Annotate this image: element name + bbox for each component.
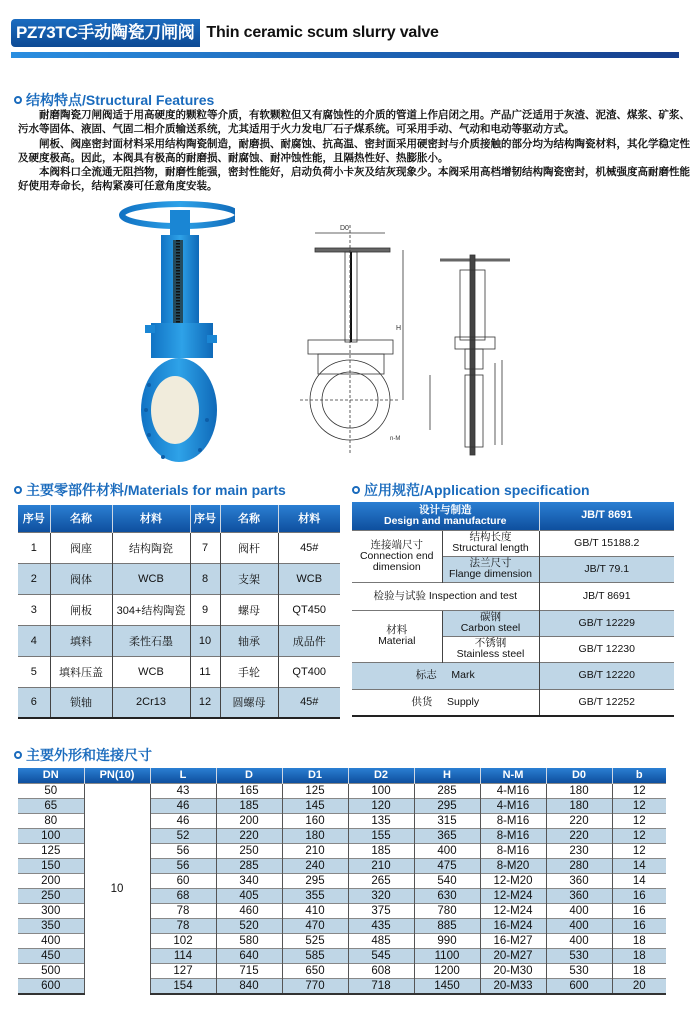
cell: 185 xyxy=(216,798,282,813)
cell: 12 xyxy=(190,687,220,718)
cell: 114 xyxy=(150,948,216,963)
cell: 102 xyxy=(150,933,216,948)
cell: 8-M16 xyxy=(480,828,546,843)
cell: 885 xyxy=(414,918,480,933)
material-cn: 材料 xyxy=(386,624,408,636)
col-header: H xyxy=(414,768,480,783)
cell: 840 xyxy=(216,978,282,994)
col-header: N-M xyxy=(480,768,546,783)
col-header: 名称 xyxy=(220,505,278,532)
cell: 470 xyxy=(282,918,348,933)
mark-value: GB/T 12220 xyxy=(539,662,674,689)
flange-en: Flange dimension xyxy=(449,568,532,580)
cell: 525 xyxy=(282,933,348,948)
cell: 585 xyxy=(282,948,348,963)
cell: 轴承 xyxy=(220,625,278,656)
structural-features-heading xyxy=(14,90,214,110)
cell: WCB xyxy=(278,563,340,594)
cell: 990 xyxy=(414,933,480,948)
label-h: H xyxy=(396,325,402,332)
cell: 285 xyxy=(414,783,480,798)
cell: 265 xyxy=(348,873,414,888)
design-value: JB/T 8691 xyxy=(539,502,674,530)
table-row xyxy=(18,625,340,656)
cell: 2 xyxy=(18,563,50,594)
cell: 280 xyxy=(546,858,612,873)
application-spec-heading xyxy=(352,480,590,500)
cell: 68 xyxy=(150,888,216,903)
cell: 400 xyxy=(414,843,480,858)
table-row xyxy=(352,662,674,689)
cell: 220 xyxy=(546,813,612,828)
cell: 成品件 xyxy=(278,625,340,656)
cell: 608 xyxy=(348,963,414,978)
bullet-circle-icon xyxy=(14,751,22,759)
cell: 78 xyxy=(150,903,216,918)
cell: 1100 xyxy=(414,948,480,963)
cell: 200 xyxy=(18,873,84,888)
cell: 304+结构陶瓷 xyxy=(112,594,190,625)
label-nm: n-M xyxy=(390,436,401,442)
header-divider xyxy=(11,52,679,58)
section-title-text: 结构特点/Structural Features xyxy=(26,92,215,108)
materials-heading xyxy=(14,480,286,500)
cell: 127 xyxy=(150,963,216,978)
design-cn: 设计与制造 xyxy=(419,503,472,516)
valve-photo xyxy=(115,195,235,470)
cell: 125 xyxy=(18,843,84,858)
cell: 400 xyxy=(546,933,612,948)
cell: 160 xyxy=(282,813,348,828)
cell: 580 xyxy=(216,933,282,948)
cell: 手轮 xyxy=(220,656,278,687)
cell: 45# xyxy=(278,687,340,718)
cell: 360 xyxy=(546,888,612,903)
cell: 135 xyxy=(348,813,414,828)
cell: 10 xyxy=(190,625,220,656)
cell: 450 xyxy=(18,948,84,963)
carbon-steel-label xyxy=(442,610,539,636)
cell: 210 xyxy=(348,858,414,873)
structural-length-value: GB/T 15188.2 xyxy=(539,530,674,556)
col-header: 材料 xyxy=(112,505,190,532)
cell: 5 xyxy=(18,656,50,687)
table-row xyxy=(18,532,340,563)
struct-cn: 结构长度 xyxy=(469,531,512,543)
cell: 支架 xyxy=(220,563,278,594)
cell: 230 xyxy=(546,843,612,858)
cell: 16 xyxy=(612,918,666,933)
col-header: 序号 xyxy=(190,505,220,532)
cell: 螺母 xyxy=(220,594,278,625)
section-title-text: 主要零部件材料/Materials for main parts xyxy=(26,482,286,498)
supply-label: 供货 Supply xyxy=(352,689,539,716)
cell: 圆螺母 xyxy=(220,687,278,718)
cell: 145 xyxy=(282,798,348,813)
cell: 100 xyxy=(348,783,414,798)
col-header: L xyxy=(150,768,216,783)
cell: 4 xyxy=(18,625,50,656)
col-header: PN(10) xyxy=(84,768,150,783)
cell: 16 xyxy=(612,888,666,903)
cell: 200 xyxy=(216,813,282,828)
carbon-cn: 碳钢 xyxy=(480,611,501,623)
cell: 16-M27 xyxy=(480,933,546,948)
cell: 45# xyxy=(278,532,340,563)
col-header: D xyxy=(216,768,282,783)
cell: 46 xyxy=(150,798,216,813)
col-header: D1 xyxy=(282,768,348,783)
cell: 365 xyxy=(414,828,480,843)
cell: 155 xyxy=(348,828,414,843)
cell: 柔性石墨 xyxy=(112,625,190,656)
cell: 400 xyxy=(546,903,612,918)
cell: 150 xyxy=(18,858,84,873)
application-spec-table xyxy=(352,502,674,717)
cell: 220 xyxy=(216,828,282,843)
pn-value-cell: 10 xyxy=(84,783,150,994)
cell: 12 xyxy=(612,843,666,858)
cell: 11 xyxy=(190,656,220,687)
bullet-circle-icon xyxy=(14,486,22,494)
cell: 52 xyxy=(150,828,216,843)
cell: 12-M20 xyxy=(480,873,546,888)
cell: 50 xyxy=(18,783,84,798)
connection-end-label xyxy=(352,530,442,582)
cell: 180 xyxy=(546,783,612,798)
cell: 阀体 xyxy=(50,563,112,594)
cell: 46 xyxy=(150,813,216,828)
cell: 185 xyxy=(348,843,414,858)
col-header: 名称 xyxy=(50,505,112,532)
material-label xyxy=(352,610,442,662)
cell: 315 xyxy=(414,813,480,828)
cell: 阀杆 xyxy=(220,532,278,563)
cell: 1200 xyxy=(414,963,480,978)
cell: 460 xyxy=(216,903,282,918)
conn-cn: 连接端尺寸 xyxy=(370,538,423,551)
cell: 9 xyxy=(190,594,220,625)
cell: 435 xyxy=(348,918,414,933)
cell: 295 xyxy=(282,873,348,888)
cell: 1450 xyxy=(414,978,480,994)
design-header xyxy=(352,502,539,530)
table-row xyxy=(18,594,340,625)
paragraph: 本阀料口全流通无阻挡物，耐磨性能强，密封性能好，启动负荷小卡灰及结灰现象少。本阀采用高档增韧结构陶瓷密封，机械强度高耐磨性能好使用寿命长，结构紧凑可任意角度安装。 xyxy=(18,166,690,193)
col-header: b xyxy=(612,768,666,783)
structural-features-text xyxy=(18,108,690,194)
carbon-en: Carbon steel xyxy=(460,622,521,634)
cell: QT400 xyxy=(278,656,340,687)
table-header-row xyxy=(18,505,340,532)
cell: 540 xyxy=(414,873,480,888)
col-header: D2 xyxy=(348,768,414,783)
cell: WCB xyxy=(112,563,190,594)
cell: 780 xyxy=(414,903,480,918)
cell: 154 xyxy=(150,978,216,994)
materials-table xyxy=(18,505,340,719)
cell: WCB xyxy=(112,656,190,687)
col-header: 材料 xyxy=(278,505,340,532)
cell: 填料 xyxy=(50,625,112,656)
table-row xyxy=(352,610,674,636)
cell: 405 xyxy=(216,888,282,903)
cell: 14 xyxy=(612,873,666,888)
cell: 640 xyxy=(216,948,282,963)
table-row xyxy=(18,563,340,594)
paragraph: 耐磨陶瓷刀闸阀适于用高硬度的颗粒等介质，有软颗粒但又有腐蚀性的介质的管道上作启闭之用。产品广泛适用于灰渣、泥渣、煤浆、矿浆、污水等固体、液固、气固二相介质输送系统，尤其适用于火力发电厂石子煤系统。可采用手动、气动和电动等驱动方式。 xyxy=(18,109,690,136)
cell: 6 xyxy=(18,687,50,718)
cell: 1 xyxy=(18,532,50,563)
cell: 20 xyxy=(612,978,666,994)
page-header xyxy=(11,18,439,48)
cell: 630 xyxy=(414,888,480,903)
cell: 12 xyxy=(612,798,666,813)
page-title: Thin ceramic scum slurry valve xyxy=(206,24,439,41)
cell: 600 xyxy=(18,978,84,994)
cell: 锁轴 xyxy=(50,687,112,718)
cell: 78 xyxy=(150,918,216,933)
dimensions-table xyxy=(18,768,666,995)
table-header-row xyxy=(352,502,674,530)
structural-length-label xyxy=(442,530,539,556)
cell: 18 xyxy=(612,948,666,963)
cell: 240 xyxy=(282,858,348,873)
cell: 410 xyxy=(282,903,348,918)
cell: 220 xyxy=(546,828,612,843)
section-title-text: 主要外形和连接尺寸 xyxy=(26,747,152,763)
stainless-en: Stainless steel xyxy=(456,648,525,660)
cell: 300 xyxy=(18,903,84,918)
flange-dimension-label xyxy=(442,556,539,582)
cell: 60 xyxy=(150,873,216,888)
cell: 718 xyxy=(348,978,414,994)
cell: 770 xyxy=(282,978,348,994)
cell: 结构陶瓷 xyxy=(112,532,190,563)
cell: 250 xyxy=(18,888,84,903)
cell: 485 xyxy=(348,933,414,948)
cell: 100 xyxy=(18,828,84,843)
cell: 65 xyxy=(18,798,84,813)
paragraph: 闸板、阀座密封面材料采用结构陶瓷制造，耐磨损、耐腐蚀、抗高温、密封面采用硬密封与介质接触的部分均为结构陶瓷材料，其化学稳定性及硬度极高。因此，本阀具有极高的耐磨损、耐腐蚀、耐冲蚀性能，且隔热性好、热膨胀小。 xyxy=(18,137,690,164)
cell: 4-M16 xyxy=(480,783,546,798)
cell: 400 xyxy=(18,933,84,948)
cell: 520 xyxy=(216,918,282,933)
cell: 20-M30 xyxy=(480,963,546,978)
inspection-label: 检验与试验 Inspection and test xyxy=(352,582,539,610)
cell: 180 xyxy=(282,828,348,843)
cell: 165 xyxy=(216,783,282,798)
col-header: DN xyxy=(18,768,84,783)
carbon-steel-value: GB/T 12229 xyxy=(539,610,674,636)
cell: 80 xyxy=(18,813,84,828)
cell: 350 xyxy=(18,918,84,933)
cell: 530 xyxy=(546,948,612,963)
cell: 56 xyxy=(150,858,216,873)
cell: 12 xyxy=(612,828,666,843)
cell: 4-M16 xyxy=(480,798,546,813)
cell: 500 xyxy=(18,963,84,978)
cell: 20-M27 xyxy=(480,948,546,963)
struct-en: Structural length xyxy=(452,542,529,554)
cell: 180 xyxy=(546,798,612,813)
conn-en: Connection end dimension xyxy=(359,549,434,573)
cell: 43 xyxy=(150,783,216,798)
cell: 285 xyxy=(216,858,282,873)
cell: 14 xyxy=(612,858,666,873)
cell: 8-M16 xyxy=(480,843,546,858)
col-header: D0 xyxy=(546,768,612,783)
cell: 56 xyxy=(150,843,216,858)
cell: 545 xyxy=(348,948,414,963)
table-header-row xyxy=(18,768,666,783)
dimensions-heading xyxy=(14,745,152,765)
table-row xyxy=(18,687,340,718)
cell: 16 xyxy=(612,903,666,918)
stainless-cn: 不锈钢 xyxy=(474,637,507,649)
label-d0: D0 xyxy=(340,225,349,232)
cell: 250 xyxy=(216,843,282,858)
cell: 20-M33 xyxy=(480,978,546,994)
stainless-steel-label xyxy=(442,636,539,662)
cell: 600 xyxy=(546,978,612,994)
cell: 715 xyxy=(216,963,282,978)
table-row xyxy=(352,689,674,716)
material-en: Material xyxy=(378,635,416,647)
col-header: 序号 xyxy=(18,505,50,532)
bullet-circle-icon xyxy=(14,96,22,104)
cell: 18 xyxy=(612,933,666,948)
cell: 12-M24 xyxy=(480,888,546,903)
cell: 12 xyxy=(612,813,666,828)
cell: 340 xyxy=(216,873,282,888)
table-row xyxy=(352,530,674,556)
cell: 400 xyxy=(546,918,612,933)
table-row xyxy=(18,656,340,687)
flange-cn: 法兰尺寸 xyxy=(469,557,512,569)
cell: 125 xyxy=(282,783,348,798)
mark-label: 标志 Mark xyxy=(352,662,539,689)
cell: 375 xyxy=(348,903,414,918)
cell: 8 xyxy=(190,563,220,594)
flange-dimension-value: JB/T 79.1 xyxy=(539,556,674,582)
bullet-circle-icon xyxy=(352,486,360,494)
cell: 18 xyxy=(612,963,666,978)
cell: 3 xyxy=(18,594,50,625)
stainless-steel-value: GB/T 12230 xyxy=(539,636,674,662)
cell: 360 xyxy=(546,873,612,888)
cell: 2Cr13 xyxy=(112,687,190,718)
section-title-text: 应用规范/Application specification xyxy=(364,482,590,498)
valve-technical-drawing xyxy=(290,215,510,460)
model-badge: PZ73TC手动陶瓷刀闸阀 xyxy=(11,19,200,47)
cell: 阀座 xyxy=(50,532,112,563)
inspection-value: JB/T 8691 xyxy=(539,582,674,610)
table-row xyxy=(352,582,674,610)
supply-value: GB/T 12252 xyxy=(539,689,674,716)
cell: 闸板 xyxy=(50,594,112,625)
cell: 12 xyxy=(612,783,666,798)
cell: 320 xyxy=(348,888,414,903)
cell: 120 xyxy=(348,798,414,813)
cell: QT450 xyxy=(278,594,340,625)
cell: 8-M20 xyxy=(480,858,546,873)
table-row xyxy=(18,783,666,798)
cell: 355 xyxy=(282,888,348,903)
cell: 650 xyxy=(282,963,348,978)
cell: 475 xyxy=(414,858,480,873)
cell: 295 xyxy=(414,798,480,813)
cell: 7 xyxy=(190,532,220,563)
cell: 16-M24 xyxy=(480,918,546,933)
cell: 12-M24 xyxy=(480,903,546,918)
cell: 8-M16 xyxy=(480,813,546,828)
cell: 530 xyxy=(546,963,612,978)
design-en: Design and manufacture xyxy=(383,514,507,527)
cell: 填料压盖 xyxy=(50,656,112,687)
cell: 210 xyxy=(282,843,348,858)
